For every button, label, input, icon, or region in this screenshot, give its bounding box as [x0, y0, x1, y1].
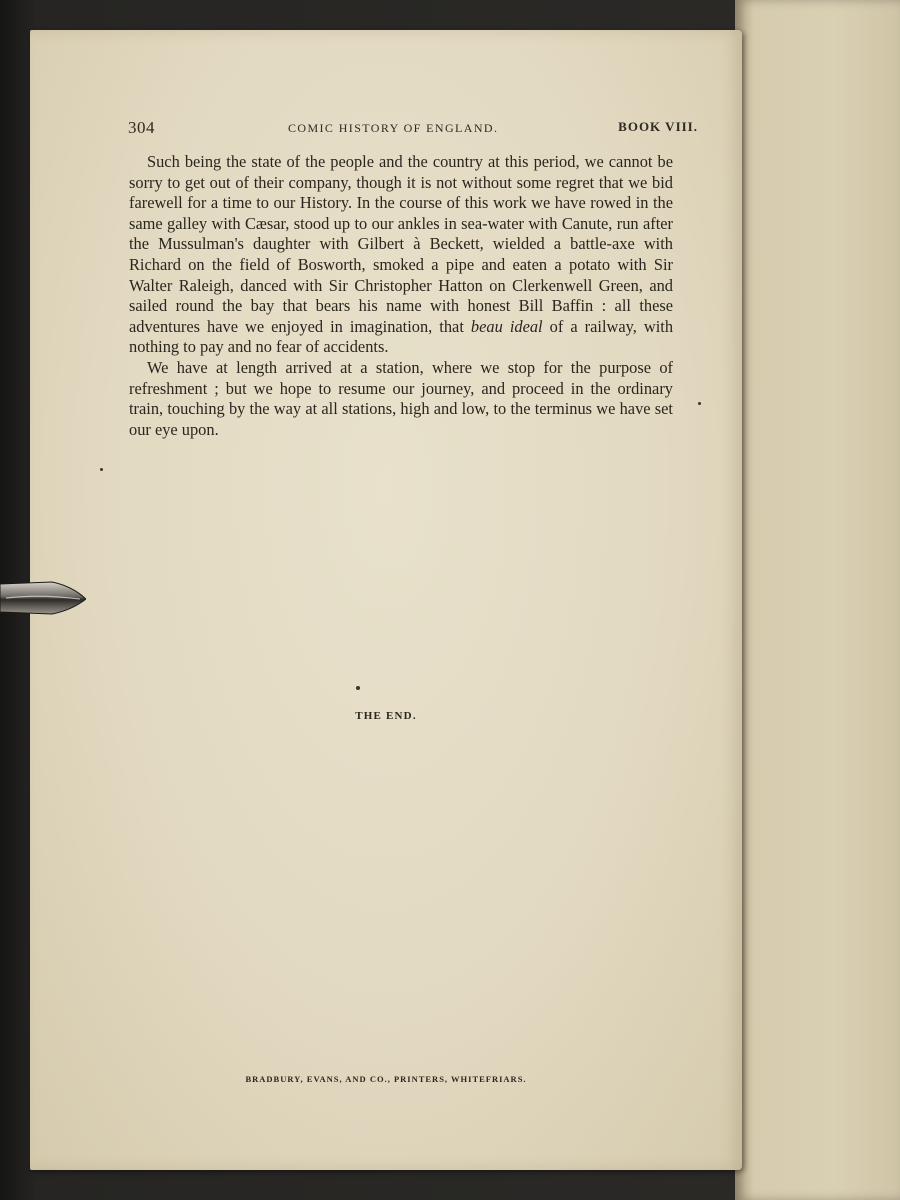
- the-end: THE END.: [355, 710, 417, 722]
- book-page: [30, 30, 742, 1170]
- ink-speck: [356, 686, 360, 690]
- page-number: 304: [128, 118, 155, 137]
- body-text: [129, 152, 673, 440]
- paragraph: [129, 152, 673, 358]
- paragraph-text: of a railway, with nothing to pay and no fear of accidents.: [129, 316, 674, 357]
- running-title: COMIC HISTORY OF ENGLAND.: [288, 121, 499, 135]
- page-pointer-icon: [0, 578, 86, 618]
- paragraph-text: Such being the state of the people and the country at this period, we cannot be sorry to get out of their company, though it is not without some regret that we bid farewell for a time to our History. In the course of this work we have rowed in the same galley with Cæsar, stood up to our ankles in sea-water with Canute, run after the Mussulman's daughter with Gilbert à Beckett, wielded a battle-axe with Richard on the field of Bosworth, smoked a pipe and eaten a potato with Sir Walter Raleigh, danced with Sir Christopher Hatton on Clerkenwell Green, and sailed round the bay that bears his name with honest Bill Baffin : all these adventures have we enjoyed in imagination, that: [129, 152, 673, 336]
- ink-speck: [100, 468, 103, 471]
- printer-imprint: BRADBURY, EVANS, AND CO., PRINTERS, WHITEFRIARS.: [245, 1074, 527, 1084]
- paragraph: We have at length arrived at a station, where we stop for the purpose of refreshment ; but we hope to resume our journey, and proceed in the ordinary train, touching by the way at all stations, high and low, to the terminus we have set our eye upon.: [129, 357, 673, 439]
- ink-speck: [698, 402, 701, 405]
- book-section: BOOK VIII.: [618, 119, 698, 134]
- facing-page: [735, 0, 900, 1200]
- running-head: [128, 118, 702, 138]
- italic-phrase: beau ideal: [470, 316, 543, 336]
